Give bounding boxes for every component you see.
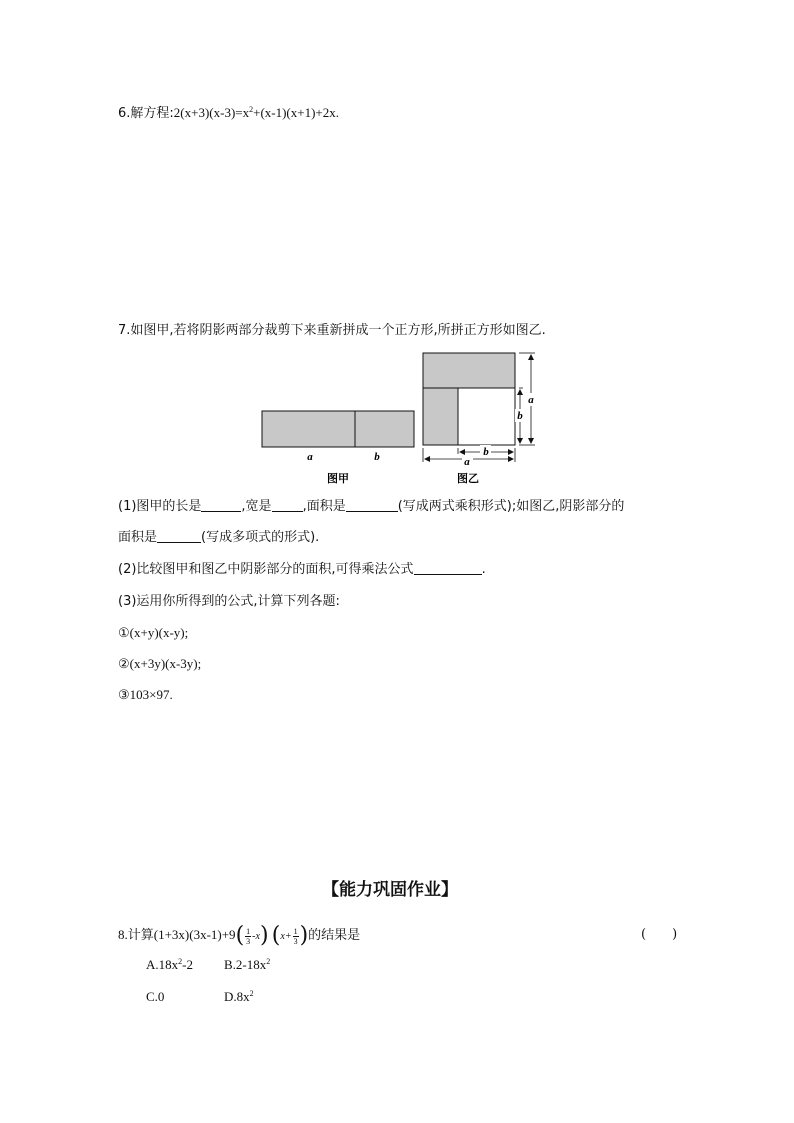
q8-prefix: 8.计算(1+3x)(3x-1)+9 (118, 927, 236, 942)
q7-sub1-line2 (118, 529, 319, 547)
q8-option-b[interactable]: $B.2-18x^2$ (224, 957, 271, 972)
q6-exponent: 2 (249, 105, 254, 114)
q7-blank-formula[interactable] (414, 562, 482, 575)
q8-x-var: x+ (280, 931, 292, 942)
q8-option-a[interactable]: $A.18x^2-2$ (146, 957, 193, 972)
question-8: 8.计算(1+3x)(3x-1)+9( $\frac{1}{3}$ -x) (x+ $\frac{1}{3}$ )的结果是 (118, 923, 361, 948)
q7-item1: ①(x+y)(x-y); (118, 625, 189, 640)
q7-s1-text-c: ,面积是 (302, 499, 346, 514)
section-title: 【能力巩固作业】 (322, 880, 458, 900)
q7-item2: ②(x+3y)(x-3y); (118, 656, 202, 671)
q7-figures (255, 348, 555, 488)
q7-s1-text-e: 面积是 (118, 530, 158, 545)
q7-sub2 (118, 561, 486, 579)
q8-option-d[interactable]: $D.8x^2$ (224, 989, 254, 1004)
yi-left-rect (423, 388, 458, 445)
yi-label-b-right: b (517, 410, 523, 422)
q7-sub1-line1 (118, 498, 624, 516)
jia-label-a: a (307, 451, 313, 463)
question-6 (118, 104, 339, 123)
q8-suffix: 的结果是 (308, 928, 361, 943)
jia-label-b: b (374, 451, 380, 463)
q7-s1-text-d: (写成两式乘积形式);如图乙,阴影部分的 (397, 499, 625, 514)
q7-s1-text-b: ,宽是 (241, 499, 272, 514)
q8-fraction-2: $\frac{1}{3}$ (293, 926, 298, 946)
yi-caption: 图乙 (457, 472, 479, 485)
q7-blank-area-product[interactable] (346, 499, 398, 512)
q7-s2-text-a: (2)比较图甲和图乙中阴影部分的面积,可得乘法公式 (118, 562, 414, 577)
q8-frac-var: -x (252, 931, 260, 942)
q7-s2-text-b: . (481, 562, 486, 577)
q7-s1-text-a: (1)图甲的长是 (118, 499, 202, 514)
q7-s1-text-f: (写成多项式的形式). (201, 530, 320, 545)
q6-equation-part1: 2(x+3)(x-3)=x (173, 105, 250, 120)
yi-top-rect (423, 353, 515, 388)
jia-rect-a (262, 411, 355, 447)
jia-caption: 图甲 (327, 472, 349, 485)
q6-label: 6.解方程: (118, 106, 174, 121)
q7-intro: 7.如图甲,若将阴影两部分裁剪下来重新拼成一个正方形,所拼正方形如图乙. (118, 323, 546, 338)
q7-blank-width[interactable] (272, 499, 303, 512)
q8-answer-bracket[interactable]: ( ) (641, 927, 678, 942)
yi-label-a-bottom: a (464, 456, 470, 468)
q7-blank-area-poly[interactable] (157, 530, 201, 543)
yi-label-b-bottom: b (483, 446, 489, 458)
q6-equation-part2: +(x-1)(x+1)+2x. (253, 105, 339, 120)
yi-label-a-right: a (528, 394, 534, 406)
jia-rect-b (355, 411, 414, 447)
q7-blank-length[interactable] (201, 499, 241, 512)
q8-fraction-1: $\frac{1}{3}$ (246, 926, 251, 946)
yi-white-square (458, 388, 515, 445)
q7-sub3: (3)运用你所得到的公式,计算下列各题: (118, 594, 340, 609)
q7-item3: ③103×97. (118, 687, 173, 702)
q8-option-c[interactable]: C.0 (146, 989, 165, 1004)
